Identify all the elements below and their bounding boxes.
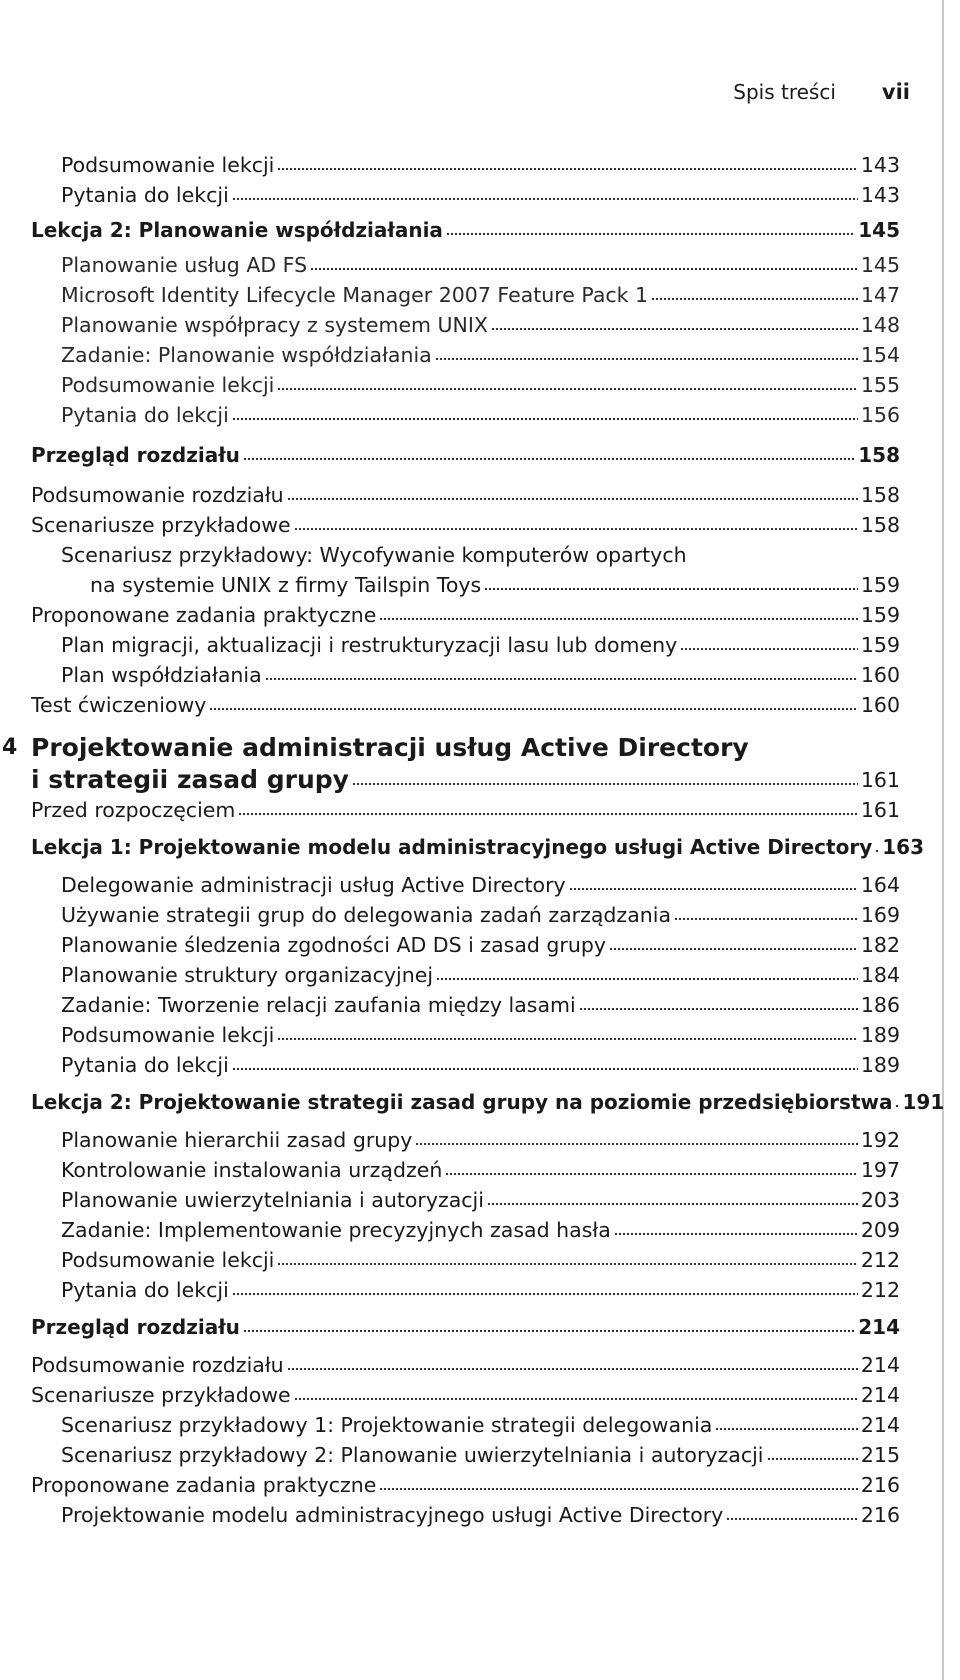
toc-entry[interactable] <box>61 1215 900 1245</box>
dot-leader <box>209 705 857 711</box>
toc-entry-page: 214 <box>858 1315 900 1339</box>
toc-entry[interactable] <box>31 795 900 825</box>
dot-leader <box>436 975 858 981</box>
toc-entry-page: 160 <box>860 693 900 717</box>
dot-leader <box>767 1455 858 1461</box>
toc-entry-title: Pytania do lekcji <box>61 1278 229 1302</box>
toc-entry-page: 158 <box>860 513 900 537</box>
toc-entry-page: 214 <box>860 1413 900 1437</box>
toc-entry-page: 186 <box>860 993 900 1017</box>
toc-entry[interactable] <box>61 960 900 990</box>
toc-entry-title: Planowanie hierarchii zasad grupy <box>61 1128 413 1152</box>
toc-entry[interactable] <box>61 1125 900 1155</box>
toc-entry[interactable] <box>61 900 900 930</box>
dot-leader <box>569 885 858 891</box>
toc-entry-page: 161 <box>860 798 900 822</box>
toc-entry-page: 164 <box>860 873 900 897</box>
toc-entry[interactable] <box>61 1050 900 1080</box>
dot-leader <box>415 1140 857 1146</box>
dot-leader <box>277 1035 858 1041</box>
toc-entry-title: Planowanie struktury organizacyjnej <box>61 963 434 987</box>
toc-entry-page: 189 <box>860 1053 900 1077</box>
toc-entry-page: 189 <box>860 1023 900 1047</box>
toc-entry-title: Używanie strategii grup do delegowania zadań zarządzania <box>61 903 672 927</box>
toc-entry-page: 182 <box>860 933 900 957</box>
toc-entry-page: 147 <box>860 283 900 307</box>
toc-entry-title: Planowanie uwierzytelniania i autoryzacji <box>61 1188 484 1212</box>
dot-leader <box>487 1200 858 1206</box>
dot-leader <box>651 295 858 301</box>
toc-entry[interactable] <box>61 990 900 1020</box>
toc-entry[interactable] <box>61 1410 900 1440</box>
toc-entry-title: Scenariusz przykładowy 2: Planowanie uwierzytelniania i autoryzacji <box>61 1443 764 1467</box>
toc-entry[interactable] <box>61 150 900 180</box>
toc-entry-page: 145 <box>860 253 900 277</box>
toc-entry-title: Planowanie współpracy z systemem UNIX <box>61 313 488 337</box>
toc-entry-page: 156 <box>860 403 900 427</box>
toc-entry-title: Lekcja 1: Projektowanie modelu administracyjnego usługi Active Directory <box>31 835 873 859</box>
toc-entry[interactable] <box>61 250 900 280</box>
toc-entry-page: 214 <box>860 1383 900 1407</box>
toc-entry-title: Proponowane zadania praktyczne <box>31 603 377 627</box>
toc-entry[interactable] <box>61 400 900 430</box>
toc-entry-title: Scenariusz przykładowy 1: Projektowanie strategii delegowania <box>61 1413 713 1437</box>
toc-entry-title: Zadanie: Tworzenie relacji zaufania między lasami <box>61 993 576 1017</box>
toc-entry[interactable] <box>61 870 900 900</box>
dot-leader <box>310 265 858 271</box>
toc-entry-title: Podsumowanie rozdziału <box>31 1353 284 1377</box>
toc-entry-page: 203 <box>860 1188 900 1212</box>
toc-entry-title: Plan migracji, aktualizacji i restrukturyzacji lasu lub domeny <box>61 633 678 657</box>
toc-entry-title: Podsumowanie rozdziału <box>31 483 284 507</box>
toc-entry-page: 212 <box>860 1278 900 1302</box>
dot-leader <box>232 1065 858 1071</box>
toc-entry-page: 215 <box>860 1443 900 1467</box>
toc-entry-title: Podsumowanie lekcji <box>61 1023 275 1047</box>
toc-entry-title: Przed rozpoczęciem <box>31 798 236 822</box>
dot-leader <box>294 1395 858 1401</box>
toc-lesson-entry[interactable] <box>31 215 900 245</box>
dot-leader <box>491 325 858 331</box>
dot-leader <box>715 1425 858 1431</box>
dot-leader <box>352 780 858 786</box>
toc-entry[interactable] <box>31 1470 900 1500</box>
toc-entry[interactable] <box>61 1500 900 1530</box>
running-header-page-number: vii <box>881 80 910 104</box>
toc-entry-title: Zadanie: Implementowanie precyzyjnych zasad hasła <box>61 1218 611 1242</box>
dot-leader <box>243 1327 855 1333</box>
toc-entry[interactable] <box>61 1185 900 1215</box>
toc-entry[interactable] <box>61 1020 900 1050</box>
toc-entry-page: 159 <box>860 603 900 627</box>
dot-leader <box>287 495 858 501</box>
chapter-title-line2: i strategii zasad grupy <box>31 765 349 794</box>
toc-entry[interactable] <box>31 690 900 720</box>
dot-leader <box>232 415 858 421</box>
toc-entry[interactable] <box>61 1440 900 1470</box>
toc-entry-page: 161 <box>860 768 900 792</box>
dot-leader <box>445 1170 858 1176</box>
toc-entry-page: 143 <box>860 153 900 177</box>
toc-entry-page: 163 <box>882 835 924 859</box>
toc-entry-page: 191 <box>902 1090 945 1114</box>
toc-entry[interactable] <box>31 1380 900 1410</box>
toc-entry[interactable] <box>31 600 900 630</box>
toc-entry-title: Scenariusze przykładowe <box>31 513 291 537</box>
dot-leader <box>232 195 858 201</box>
dot-leader <box>294 525 858 531</box>
toc-entry-page: 159 <box>860 573 900 597</box>
toc-entry[interactable] <box>61 660 900 690</box>
toc-entry[interactable] <box>61 1245 900 1275</box>
toc-entry-page: 159 <box>860 633 900 657</box>
dot-leader <box>726 1515 858 1521</box>
toc-entry-page: 216 <box>860 1503 900 1527</box>
dot-leader <box>238 810 858 816</box>
toc-entry-title: Kontrolowanie instalowania urządzeń <box>61 1158 443 1182</box>
dot-leader <box>674 915 858 921</box>
toc-entry[interactable] <box>31 1350 900 1380</box>
toc-entry-page: 197 <box>860 1158 900 1182</box>
toc-entry-title: Przegląd rozdziału <box>31 443 240 467</box>
toc-entry-title: Lekcja 2: Planowanie współdziałania <box>31 218 443 242</box>
toc-entry-page: 158 <box>858 443 900 467</box>
dot-leader <box>875 847 879 853</box>
dot-leader <box>895 1102 899 1108</box>
dot-leader <box>265 675 858 681</box>
toc-entry[interactable] <box>61 180 900 210</box>
toc-entry-title: Proponowane zadania praktyczne <box>31 1473 377 1497</box>
dot-leader <box>446 230 855 236</box>
toc-entry-page: 160 <box>860 663 900 687</box>
toc-entry-title: Plan współdziałania <box>61 663 262 687</box>
toc-entry-title: Lekcja 2: Projektowanie strategii zasad grupy na poziomie przedsiębiorstwa <box>31 1090 893 1114</box>
dot-leader <box>680 645 858 651</box>
toc-entry-title: Delegowanie administracji usług Active Directory <box>61 873 566 897</box>
toc-entry-page: 192 <box>860 1128 900 1152</box>
dot-leader <box>484 585 858 591</box>
dot-leader <box>277 385 858 391</box>
toc-entry-title: Podsumowanie lekcji <box>61 153 275 177</box>
toc-entry[interactable] <box>31 510 900 540</box>
toc-entry-title-line1: Scenariusz przykładowy: Wycofywanie komputerów opartych <box>61 543 687 567</box>
toc-entry-page: 169 <box>860 903 900 927</box>
toc-entry-title: Microsoft Identity Lifecycle Manager 2007 Feature Pack 1 <box>61 283 649 307</box>
toc-entry-page: 212 <box>860 1248 900 1272</box>
toc-entry-title: Pytania do lekcji <box>61 183 229 207</box>
toc-entry[interactable] <box>61 930 900 960</box>
toc-entry-page: 155 <box>860 373 900 397</box>
toc-entry-two-line[interactable] <box>61 540 900 600</box>
toc-entry-page: 214 <box>860 1353 900 1377</box>
toc-entry-title: Zadanie: Planowanie współdziałania <box>61 343 432 367</box>
dot-leader <box>277 1260 858 1266</box>
toc-entry-title: Pytania do lekcji <box>61 403 229 427</box>
toc-lesson-entry[interactable] <box>31 1087 945 1117</box>
toc-entry-title: Pytania do lekcji <box>61 1053 229 1077</box>
dot-leader <box>435 355 858 361</box>
dot-leader <box>287 1365 858 1371</box>
dot-leader <box>614 1230 858 1236</box>
dot-leader <box>277 165 858 171</box>
toc-entry-title-line2: na systemie UNIX z firmy Tailspin Toys <box>90 573 482 597</box>
toc-chapter-entry[interactable] <box>0 732 900 796</box>
toc-entry-page: 148 <box>860 313 900 337</box>
toc-entry[interactable] <box>61 370 900 400</box>
toc-entry-title: Podsumowanie lekcji <box>61 373 275 397</box>
toc-entry-page: 143 <box>860 183 900 207</box>
toc-entry-page: 145 <box>858 218 900 242</box>
dot-leader <box>579 1005 858 1011</box>
toc-entry[interactable] <box>61 340 900 370</box>
toc-entry[interactable] <box>61 630 900 660</box>
toc-entry-title: Scenariusze przykładowe <box>31 1383 291 1407</box>
toc-entry-title: Test ćwiczeniowy <box>31 693 207 717</box>
toc-entry-page: 216 <box>860 1473 900 1497</box>
dot-leader <box>232 1290 858 1296</box>
toc-review-entry[interactable] <box>31 440 900 470</box>
toc-entry-title: Podsumowanie lekcji <box>61 1248 275 1272</box>
toc-entry-title: Planowanie usług AD FS <box>61 253 308 277</box>
toc-lesson-entry[interactable] <box>31 832 924 862</box>
dot-leader <box>243 455 855 461</box>
toc-entry[interactable] <box>31 480 900 510</box>
toc-entry-page: 209 <box>860 1218 900 1242</box>
toc-entry-page: 158 <box>860 483 900 507</box>
toc-entry[interactable] <box>61 310 900 340</box>
toc-entry[interactable] <box>61 280 900 310</box>
toc-entry-page: 184 <box>860 963 900 987</box>
dot-leader <box>379 1485 857 1491</box>
toc-review-entry[interactable] <box>31 1312 900 1342</box>
dot-leader <box>609 945 858 951</box>
dot-leader <box>379 615 857 621</box>
chapter-title-line1: Projektowanie administracji usług Active Directory <box>31 733 749 762</box>
toc-entry-page: 154 <box>860 343 900 367</box>
toc-entry[interactable] <box>61 1155 900 1185</box>
chapter-number: 4 <box>2 735 18 760</box>
toc-entry-title: Projektowanie modelu administracyjnego usługi Active Directory <box>61 1503 724 1527</box>
running-header-section: Spis treści <box>733 80 836 104</box>
toc-entry-title: Przegląd rozdziału <box>31 1315 240 1339</box>
toc-entry[interactable] <box>61 1275 900 1305</box>
toc-entry-title: Planowanie śledzenia zgodności AD DS i zasad grupy <box>61 933 606 957</box>
